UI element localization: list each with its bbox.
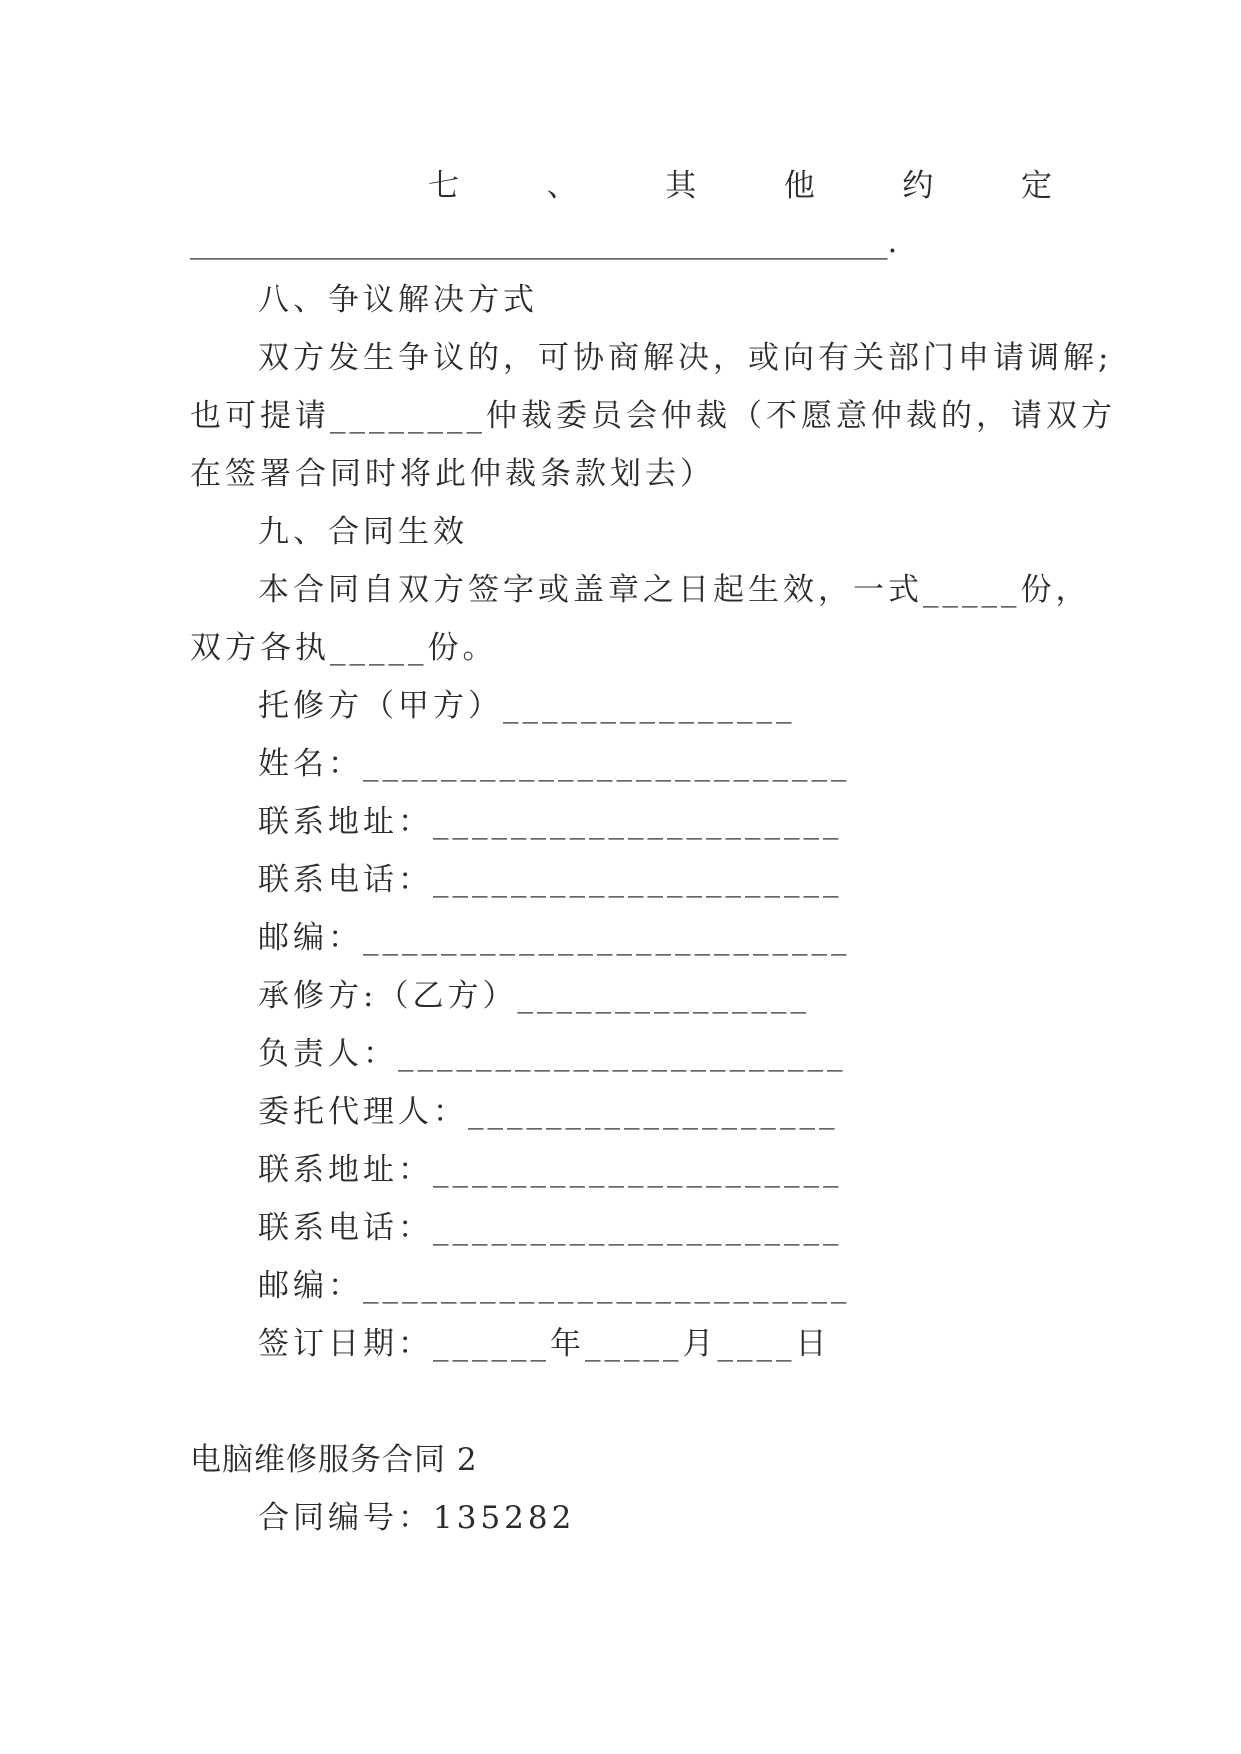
section7-heading-char: 约 — [902, 168, 934, 204]
section7-heading-char: 、 — [546, 168, 578, 204]
party-a-postcode: 邮编：_________________________ — [258, 920, 851, 956]
next-contract-number: 合同编号：135282 — [258, 1500, 576, 1536]
party-a-title: 托修方（甲方）_______________ — [258, 688, 796, 724]
party-b-manager: 负责人：_______________________ — [258, 1036, 847, 1072]
party-b-phone: 联系电话：_____________________ — [258, 1210, 843, 1246]
party-a-phone: 联系电话：_____________________ — [258, 862, 843, 898]
section7-heading-char: 定 — [1020, 168, 1052, 204]
section8-body-line: 也可提请________仲裁委员会仲裁（不愿意仲裁的，请双方 — [190, 398, 1116, 434]
section9-heading: 九、合同生效 — [258, 514, 468, 550]
party-b-postcode: 邮编：_________________________ — [258, 1268, 851, 1304]
next-contract-title: 电脑维修服务合同 2 — [190, 1442, 478, 1478]
section8-body-line: 在签署合同时将此仲裁条款划去） — [190, 456, 715, 492]
section9-body-line: 本合同自双方签字或盖章之日起生效，一式_____份， — [258, 572, 1091, 608]
section8-heading: 八、争议解决方式 — [258, 282, 538, 318]
section7-blank-line: _____________________________________________. — [190, 224, 898, 260]
section8-body-line: 双方发生争议的，可协商解决，或向有关部门申请调解; — [258, 340, 1113, 376]
sign-date: 签订日期：______年_____月____日 — [258, 1326, 831, 1362]
section7-heading-char: 其 — [665, 168, 697, 204]
party-b-address: 联系地址：_____________________ — [258, 1152, 843, 1188]
section7-heading-char: 他 — [783, 168, 815, 204]
section9-body-line: 双方各执_____份。 — [190, 630, 498, 666]
section7-heading — [190, 166, 1052, 206]
section7-heading-char: 七 — [428, 168, 459, 204]
party-b-agent: 委托代理人：___________________ — [258, 1094, 839, 1130]
party-a-address: 联系地址：_____________________ — [258, 804, 843, 840]
party-a-name: 姓名：_________________________ — [258, 746, 851, 782]
party-b-title: 承修方:（乙方）_______________ — [258, 978, 810, 1014]
